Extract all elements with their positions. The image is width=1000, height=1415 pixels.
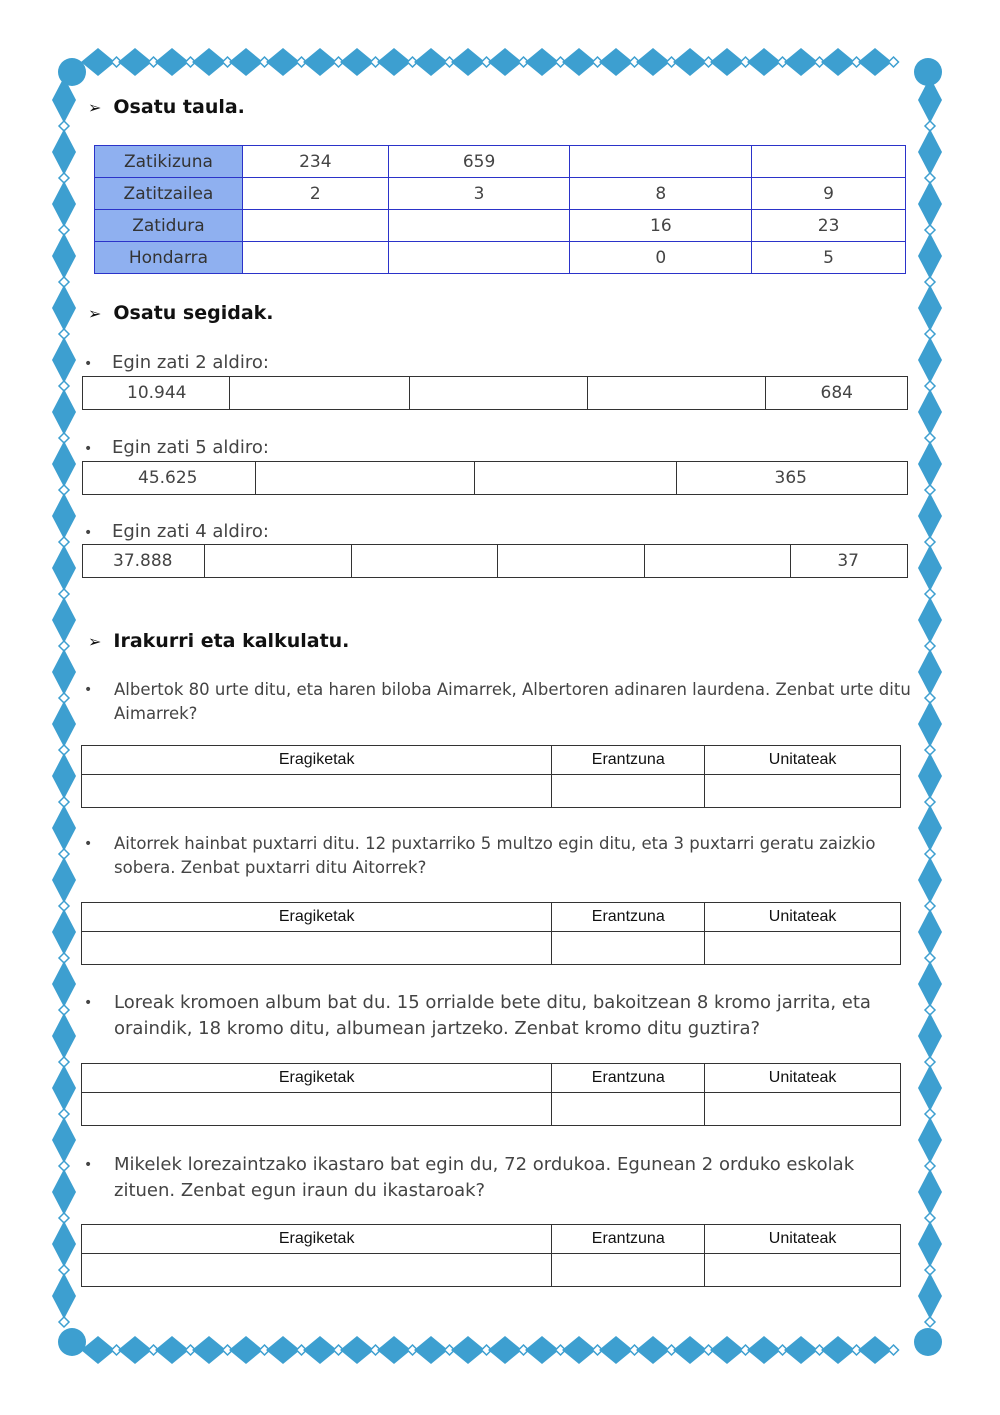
border-diamond — [918, 1065, 942, 1111]
border-diamond — [918, 597, 942, 643]
border-diamond — [858, 48, 892, 76]
border-diamond — [52, 1273, 76, 1319]
sequence-blank[interactable] — [588, 377, 766, 409]
border-diamond — [784, 1336, 818, 1364]
border-diamond — [525, 48, 559, 76]
border-diamond — [377, 1336, 411, 1364]
border-small-diamond — [59, 1317, 69, 1327]
sequence-blank[interactable] — [256, 462, 475, 494]
column-header-units: Unitateak — [705, 1064, 901, 1093]
border-diamond — [918, 233, 942, 279]
sequence-start: 10.944 — [83, 377, 230, 409]
table-cell[interactable]: 5 — [752, 242, 906, 274]
border-diamond — [52, 545, 76, 591]
section-heading-problems — [88, 630, 349, 652]
border-diamond — [266, 48, 300, 76]
table-cell[interactable]: 659 — [388, 146, 570, 178]
section-heading-sequences — [88, 302, 274, 324]
border-diamond — [52, 1221, 76, 1267]
section-title: Osatu taula. — [113, 96, 245, 118]
section-title: Irakurri eta kalkulatu. — [113, 630, 350, 652]
word-problem — [84, 678, 911, 726]
border-diamond — [52, 649, 76, 695]
word-problem — [84, 832, 876, 880]
row-header-quotient: Zatidura — [95, 210, 243, 242]
word-problem — [84, 990, 871, 1042]
border-diamond — [451, 1336, 485, 1364]
sequence-blank[interactable] — [475, 462, 677, 494]
border-diamond — [303, 48, 337, 76]
sequence-instruction — [84, 352, 269, 376]
border-diamond — [81, 48, 115, 76]
border-diamond — [192, 48, 226, 76]
sequence-blank[interactable] — [410, 377, 588, 409]
sequence-start: 45.625 — [83, 462, 256, 494]
table-cell[interactable] — [242, 210, 388, 242]
problem-text: sobera. Zenbat puxtarri ditu Aitorrek? — [114, 858, 427, 877]
sequence-label: Egin zati 2 aldiro: — [112, 352, 269, 373]
border-diamond — [918, 181, 942, 227]
border-diamond — [303, 1336, 337, 1364]
border-diamond — [377, 48, 411, 76]
section-title: Osatu segidak. — [113, 302, 274, 324]
border-diamond — [562, 1336, 596, 1364]
border-diamond — [918, 1117, 942, 1163]
sequence-blank[interactable] — [230, 377, 410, 409]
border-diamond — [918, 389, 942, 435]
border-diamond — [340, 48, 374, 76]
border-diamond — [918, 805, 942, 851]
column-header-answer: Erantzuna — [552, 1064, 705, 1093]
border-diamond — [918, 909, 942, 955]
border-diamond — [52, 805, 76, 851]
sequence-row — [82, 461, 908, 495]
column-header-operations: Eragiketak — [82, 1064, 552, 1093]
sequence-blank[interactable] — [352, 545, 498, 577]
border-diamond — [52, 857, 76, 903]
column-header-operations: Eragiketak — [82, 903, 552, 932]
problem-text: Aimarrek? — [114, 704, 198, 723]
border-diamond — [52, 441, 76, 487]
column-header-operations: Eragiketak — [82, 746, 552, 775]
table-row — [82, 1254, 901, 1287]
border-diamond — [52, 181, 76, 227]
answer-table — [81, 1224, 901, 1287]
border-diamond — [52, 337, 76, 383]
border-diamond — [52, 1169, 76, 1215]
sequence-label: Egin zati 4 aldiro: — [112, 521, 269, 542]
table-cell[interactable]: 234 — [242, 146, 388, 178]
row-header-dividend: Zatikizuna — [95, 146, 243, 178]
arrow-bullet-icon: ➢ — [88, 97, 102, 117]
sequence-row — [82, 544, 908, 578]
border-diamond — [52, 493, 76, 539]
arrow-bullet-icon: ➢ — [88, 631, 102, 651]
table-row — [82, 1225, 901, 1254]
border-diamond — [229, 48, 263, 76]
problem-text: Aitorrek hainbat puxtarri ditu. 12 puxtarriko 5 multzo egin ditu, eta 3 puxtarri geratu zaizkio — [114, 834, 876, 853]
column-header-answer: Erantzuna — [552, 746, 705, 775]
sequence-instruction — [84, 521, 269, 545]
table-row — [82, 1093, 901, 1126]
bullet-dot-icon: • — [84, 682, 93, 698]
border-diamond — [52, 597, 76, 643]
bullet-dot-icon: • — [84, 1157, 93, 1173]
division-table — [94, 145, 906, 274]
border-diamond — [488, 1336, 522, 1364]
answer-input[interactable] — [552, 932, 705, 965]
row-header-remainder: Hondarra — [95, 242, 243, 274]
border-diamond — [918, 649, 942, 695]
border-diamond — [918, 285, 942, 331]
table-row — [95, 178, 906, 210]
problem-text: Loreak kromoen album bat du. 15 orrialde bete ditu, bakoitzean 8 kromo jarrita, eta — [114, 992, 871, 1013]
table-row — [82, 746, 901, 775]
column-header-units: Unitateak — [705, 1225, 901, 1254]
table-row — [82, 1064, 901, 1093]
column-header-units: Unitateak — [705, 903, 901, 932]
answer-table — [81, 902, 901, 965]
border-small-diamond — [925, 1317, 935, 1327]
table-row — [82, 903, 901, 932]
border-diamond — [918, 129, 942, 175]
border-diamond — [918, 701, 942, 747]
answer-input[interactable] — [552, 1093, 705, 1126]
table-row — [95, 210, 906, 242]
border-diamond — [155, 1336, 189, 1364]
sequence-blank[interactable] — [645, 545, 791, 577]
sequence-end: 37 — [837, 551, 859, 571]
sequence-end: 365 — [774, 468, 807, 488]
border-diamond — [52, 285, 76, 331]
border-diamond — [52, 129, 76, 175]
border-diamond — [52, 909, 76, 955]
sequence-row — [82, 376, 908, 410]
border-diamond — [710, 48, 744, 76]
border-diamond — [747, 48, 781, 76]
table-cell[interactable]: 0 — [570, 242, 752, 274]
table-row — [82, 775, 901, 808]
border-diamond — [599, 1336, 633, 1364]
table-cell[interactable] — [752, 146, 906, 178]
table-cell[interactable]: 16 — [570, 210, 752, 242]
border-diamond — [451, 48, 485, 76]
border-diamond — [52, 1117, 76, 1163]
border-diamond — [918, 1169, 942, 1215]
bullet-dot-icon: • — [84, 441, 93, 457]
answer-table — [81, 745, 901, 808]
column-header-operations: Eragiketak — [82, 1225, 552, 1254]
border-diamond — [673, 48, 707, 76]
border-diamond — [229, 1336, 263, 1364]
border-diamond — [52, 1013, 76, 1059]
sequence-start: 37.888 — [83, 545, 205, 577]
border-diamond — [821, 48, 855, 76]
table-row — [95, 146, 906, 178]
column-header-answer: Erantzuna — [552, 1225, 705, 1254]
border-diamond — [918, 961, 942, 1007]
answer-input[interactable] — [552, 1254, 705, 1287]
sequence-blank[interactable] — [498, 545, 645, 577]
table-cell[interactable]: 2 — [242, 178, 388, 210]
sequence-blank[interactable] — [205, 545, 352, 577]
border-corner — [58, 58, 86, 86]
row-header-divisor: Zatitzailea — [95, 178, 243, 210]
border-diamond — [525, 1336, 559, 1364]
table-cell[interactable] — [388, 242, 570, 274]
border-small-diamond — [889, 1345, 899, 1355]
border-diamond — [918, 1221, 942, 1267]
column-header-units: Unitateak — [705, 746, 901, 775]
units-input[interactable] — [705, 932, 901, 965]
border-diamond — [918, 337, 942, 383]
table-cell[interactable]: 23 — [752, 210, 906, 242]
border-diamond — [918, 1273, 942, 1319]
border-small-diamond — [889, 57, 899, 67]
border-diamond — [52, 1065, 76, 1111]
border-diamond — [858, 1336, 892, 1364]
border-diamond — [52, 753, 76, 799]
sequence-end: 684 — [820, 383, 853, 403]
arrow-bullet-icon: ➢ — [88, 303, 102, 323]
table-cell[interactable]: 8 — [570, 178, 752, 210]
section-heading-table — [88, 96, 245, 118]
border-diamond — [52, 701, 76, 747]
units-input[interactable] — [705, 1254, 901, 1287]
bullet-dot-icon: • — [84, 836, 93, 852]
operations-input[interactable] — [82, 932, 552, 965]
border-diamond — [710, 1336, 744, 1364]
border-corner — [914, 58, 942, 86]
sequence-instruction — [84, 437, 269, 461]
border-diamond — [414, 48, 448, 76]
table-cell[interactable]: 3 — [388, 178, 570, 210]
table-cell[interactable] — [388, 210, 570, 242]
border-diamond — [118, 1336, 152, 1364]
bullet-dot-icon: • — [84, 356, 93, 372]
border-diamond — [192, 1336, 226, 1364]
border-diamond — [155, 48, 189, 76]
sequence-label: Egin zati 5 aldiro: — [112, 437, 269, 458]
border-diamond — [918, 545, 942, 591]
problem-text: oraindik, 18 kromo ditu, albumean jartzeko. Zenbat kromo ditu guztira? — [114, 1018, 761, 1039]
border-diamond — [918, 857, 942, 903]
table-cell[interactable]: 9 — [752, 178, 906, 210]
bullet-dot-icon: • — [84, 525, 93, 541]
border-diamond — [918, 441, 942, 487]
table-cell[interactable] — [242, 242, 388, 274]
border-diamond — [562, 48, 596, 76]
bullet-dot-icon: • — [84, 995, 93, 1011]
border-diamond — [673, 1336, 707, 1364]
column-header-answer: Erantzuna — [552, 903, 705, 932]
border-diamond — [747, 1336, 781, 1364]
word-problem — [84, 1152, 854, 1204]
border-corner — [58, 1328, 86, 1356]
problem-text: Mikelek lorezaintzako ikastaro bat egin du, 72 ordukoa. Egunean 2 orduko eskolak — [114, 1154, 855, 1175]
border-diamond — [918, 493, 942, 539]
border-diamond — [81, 1336, 115, 1364]
answer-table — [81, 1063, 901, 1126]
border-diamond — [52, 233, 76, 279]
border-diamond — [414, 1336, 448, 1364]
operations-input[interactable] — [82, 775, 552, 808]
border-diamond — [918, 1013, 942, 1059]
border-diamond — [636, 48, 670, 76]
operations-input[interactable] — [82, 1093, 552, 1126]
border-diamond — [918, 753, 942, 799]
border-diamond — [488, 48, 522, 76]
table-row — [82, 932, 901, 965]
border-diamond — [52, 961, 76, 1007]
border-diamond — [784, 48, 818, 76]
table-row — [95, 242, 906, 274]
border-corner — [914, 1328, 942, 1356]
units-input[interactable] — [705, 775, 901, 808]
border-diamond — [340, 1336, 374, 1364]
answer-input[interactable] — [552, 775, 705, 808]
units-input[interactable] — [705, 1093, 901, 1126]
border-diamond — [118, 48, 152, 76]
border-diamond — [821, 1336, 855, 1364]
operations-input[interactable] — [82, 1254, 552, 1287]
problem-text: Albertok 80 urte ditu, eta haren biloba Aimarrek, Albertoren adinaren laurdena. Zenbat urte ditu — [114, 680, 911, 699]
border-diamond — [599, 48, 633, 76]
border-diamond — [266, 1336, 300, 1364]
border-diamond — [636, 1336, 670, 1364]
problem-text: zituen. Zenbat egun iraun du ikastaroak? — [114, 1180, 486, 1201]
table-cell[interactable] — [570, 146, 752, 178]
border-diamond — [52, 389, 76, 435]
